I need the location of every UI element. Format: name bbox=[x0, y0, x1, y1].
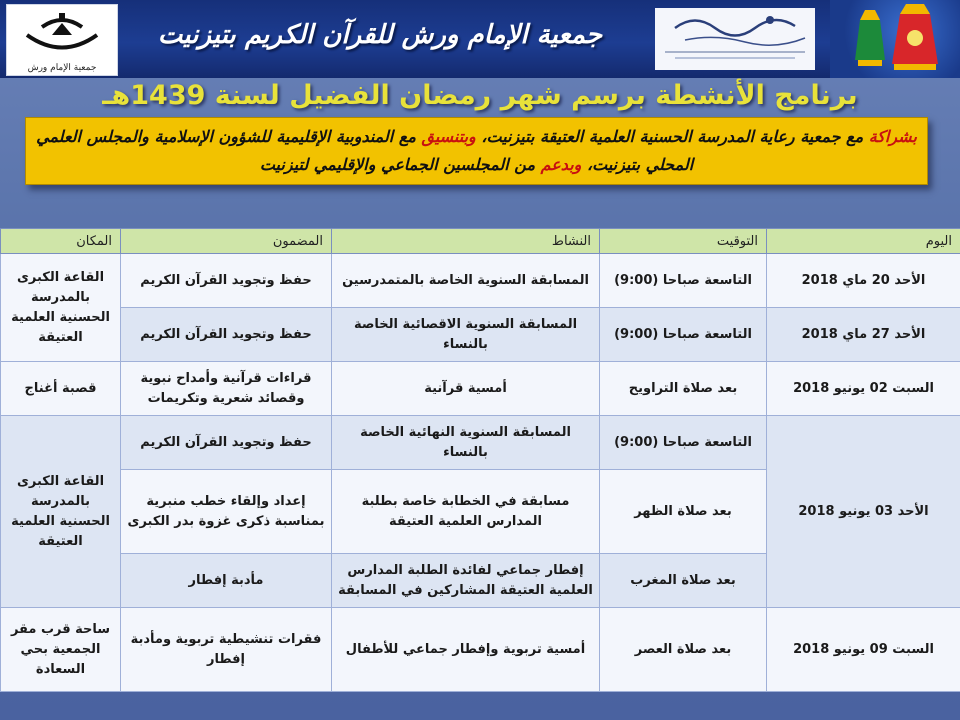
cell-activity: المسابقة السنوية الخاصة بالمتمدرسين bbox=[332, 254, 600, 308]
cell-activity: المسابقة السنوية النهائية الخاصة بالنساء bbox=[332, 416, 600, 470]
schedule-table bbox=[0, 228, 960, 692]
partners-keyword: وبدعم bbox=[540, 155, 582, 174]
table-row bbox=[1, 254, 960, 308]
cell-content: حفظ وتجويد القرآن الكريم bbox=[121, 416, 332, 470]
cell-time: بعد صلاة العصر bbox=[600, 608, 767, 692]
top-banner bbox=[0, 0, 960, 78]
partners-text: من المجلسين الجماعي والإقليمي لتيزنيت bbox=[259, 155, 541, 174]
table-header-row bbox=[1, 229, 960, 254]
partners-keyword: بشراكة bbox=[868, 127, 917, 146]
cell-day: الأحد 03 يونيو 2018 bbox=[767, 416, 960, 608]
table-row bbox=[1, 362, 960, 416]
header-content: المضمون bbox=[121, 229, 332, 254]
cell-time: التاسعة صباحا (9:00) bbox=[600, 308, 767, 362]
partners-keyword: وبتنسيق bbox=[421, 127, 476, 146]
cell-time: التاسعة صباحا (9:00) bbox=[600, 416, 767, 470]
cell-day: الأحد 20 ماي 2018 bbox=[767, 254, 960, 308]
partners-box bbox=[25, 117, 928, 185]
ramadan-calligraphy-image bbox=[655, 8, 815, 70]
cell-place: القاعة الكبرى بالمدرسة الحسنية العلمية العتيقة bbox=[1, 254, 121, 362]
cell-time: بعد صلاة الظهر bbox=[600, 470, 767, 554]
cell-activity: أمسية تربوية وإفطار جماعي للأطفال bbox=[332, 608, 600, 692]
cell-place: ساحة قرب مقر الجمعية بحي السعادة bbox=[1, 608, 121, 692]
header-time: التوقيت bbox=[600, 229, 767, 254]
header-activity: النشاط bbox=[332, 229, 600, 254]
cell-time: بعد صلاة المغرب bbox=[600, 554, 767, 608]
cell-day: الأحد 27 ماي 2018 bbox=[767, 308, 960, 362]
cell-content: فقرات تنشيطية تربوية ومأدبة إفطار bbox=[121, 608, 332, 692]
partners-text: مع جمعية رعاية المدرسة الحسنية العلمية العتيقة بتيزنيت، bbox=[475, 127, 869, 146]
cell-day: السبت 02 يونيو 2018 bbox=[767, 362, 960, 416]
cell-day: السبت 09 يونيو 2018 bbox=[767, 608, 960, 692]
association-logo bbox=[6, 4, 118, 76]
cell-content: حفظ وتجويد القرآن الكريم bbox=[121, 254, 332, 308]
cell-activity: إفطار جماعي لفائدة الطلبة المدارس العلمية العتيقة المشاركين في المسابقة bbox=[332, 554, 600, 608]
program-title: برنامج الأنشطة برسم شهر رمضان الفضيل لسنة 1439هـ bbox=[102, 80, 858, 111]
cell-content: إعداد وإلقاء خطب منبرية بمناسبة ذكرى غزوة بدر الكبرى bbox=[121, 470, 332, 554]
table-row bbox=[1, 608, 960, 692]
header-day: اليوم bbox=[767, 229, 960, 254]
lantern-image bbox=[830, 0, 960, 78]
header-place: المكان bbox=[1, 229, 121, 254]
cell-time: التاسعة صباحا (9:00) bbox=[600, 254, 767, 308]
cell-content: مأدبة إفطار bbox=[121, 554, 332, 608]
cell-place: قصبة أغناج bbox=[1, 362, 121, 416]
partners-text: مع المندوبية الإقليمية للشؤون الإسلامية والمجلس العلمي المحلي بتيزنيت، bbox=[36, 127, 694, 174]
org-title: جمعية الإمام ورش للقرآن الكريم بتيزنيت bbox=[157, 20, 603, 50]
table-row bbox=[1, 308, 960, 362]
logo-text: جمعية الإمام ورش bbox=[27, 63, 97, 73]
cell-place: القاعة الكبرى بالمدرسة الحسنية العلمية العتيقة bbox=[1, 416, 121, 608]
cell-content: قراءات قرآنية وأمداح نبوية وقصائد شعرية وتكريمات bbox=[121, 362, 332, 416]
cell-activity: أمسية قرآنية bbox=[332, 362, 600, 416]
cell-activity: مسابقة في الخطابة خاصة بطلبة المدارس العلمية العتيقة bbox=[332, 470, 600, 554]
cell-activity: المسابقة السنوية الاقصائية الخاصة بالنساء bbox=[332, 308, 600, 362]
cell-time: بعد صلاة التراويح bbox=[600, 362, 767, 416]
table-row bbox=[1, 416, 960, 470]
cell-content: حفظ وتجويد القرآن الكريم bbox=[121, 308, 332, 362]
